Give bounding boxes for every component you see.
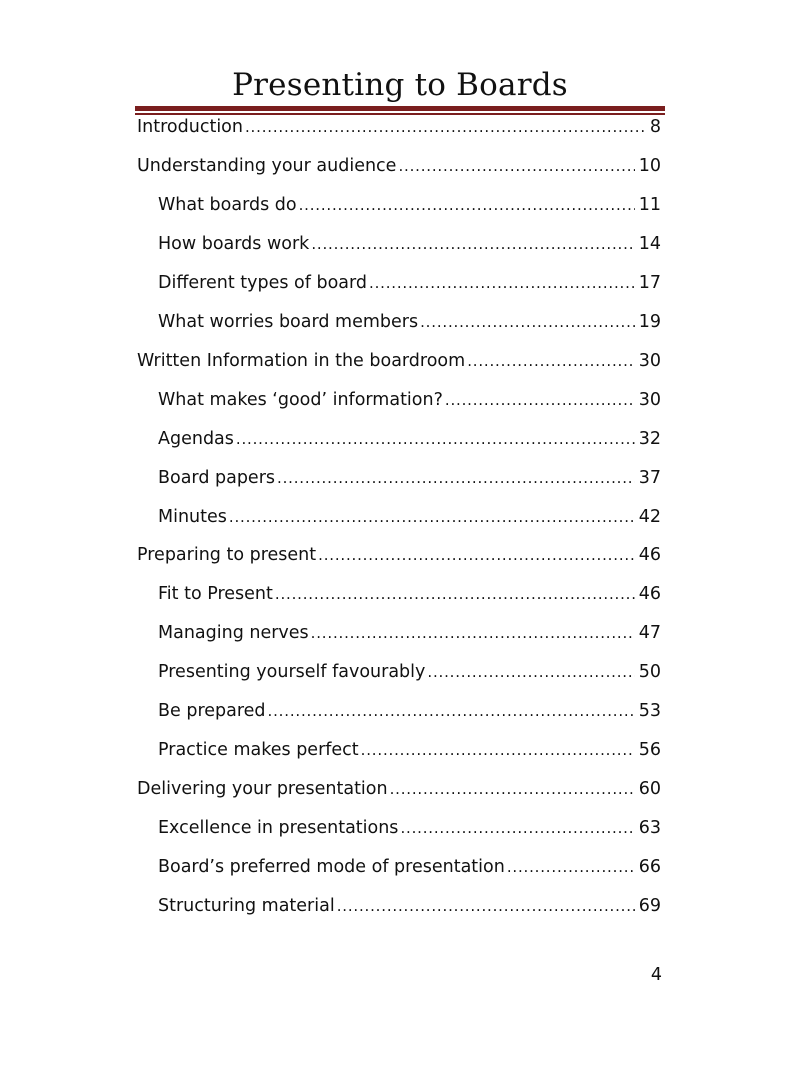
toc-entry-page: 10 [638, 156, 661, 176]
toc-entry-page: 37 [638, 468, 661, 488]
toc-subentry[interactable] [158, 582, 661, 606]
toc-subentry[interactable] [158, 388, 661, 412]
toc-subentry[interactable] [158, 193, 661, 217]
page-title: Presenting to Boards [232, 67, 568, 103]
toc-entry[interactable] [137, 115, 661, 139]
toc-entry-page: 30 [638, 351, 661, 371]
toc-entry-page: 19 [638, 312, 661, 332]
toc-subentry[interactable] [158, 427, 661, 451]
toc-entry-page: 47 [638, 623, 661, 643]
toc-dot-leader [229, 505, 635, 529]
toc-entry-label: How boards work [158, 234, 310, 254]
toc-entry-label: Different types of board [158, 273, 367, 293]
toc-entry-label: What worries board members [158, 312, 419, 332]
toc-dot-leader [318, 543, 635, 567]
toc-subentry[interactable] [158, 894, 661, 918]
toc-subentry[interactable] [158, 855, 661, 879]
toc-dot-leader [445, 388, 635, 412]
toc-subentry[interactable] [158, 271, 661, 295]
toc-entry-label: What boards do [158, 195, 297, 215]
toc-dot-leader [398, 154, 634, 178]
toc-subentry[interactable] [158, 505, 661, 529]
toc-entry[interactable] [137, 543, 661, 567]
toc-subentry[interactable] [158, 738, 661, 762]
toc-dot-leader [311, 621, 635, 645]
toc-entry-page: 63 [638, 818, 661, 838]
toc-entry-page: 17 [638, 273, 661, 293]
toc-entry-label: Managing nerves [158, 623, 309, 643]
toc-entry-page: 8 [649, 117, 661, 137]
toc-entry-label: Written Information in the boardroom [137, 351, 466, 371]
toc-dot-leader [467, 349, 635, 373]
toc-subentry[interactable] [158, 660, 661, 684]
toc-entry-page: 11 [638, 195, 661, 215]
toc-entry-label: Introduction [137, 117, 243, 137]
toc-entry-label: Presenting yourself favourably [158, 662, 426, 682]
toc-entry-label: Preparing to present [137, 545, 317, 565]
toc-dot-leader [275, 582, 635, 606]
toc-entry-label: Be prepared [158, 701, 266, 721]
toc-entry-page: 53 [638, 701, 661, 721]
toc-entry-label: Structuring material [158, 896, 335, 916]
toc-entry-page: 46 [638, 545, 661, 565]
toc-dot-leader [337, 894, 635, 918]
toc-dot-leader [369, 271, 635, 295]
toc-entry-label: Excellence in presentations [158, 818, 399, 838]
toc-entry-label: Practice makes perfect [158, 740, 359, 760]
toc-entry[interactable] [137, 777, 661, 801]
toc-entry-page: 50 [638, 662, 661, 682]
toc-entry-label: Understanding your audience [137, 156, 397, 176]
page-number: 4 [650, 965, 662, 985]
toc-dot-leader [311, 232, 634, 256]
toc-entry-label: Agendas [158, 429, 234, 449]
toc-subentry[interactable] [158, 699, 661, 723]
toc-entry-label: What makes ‘good’ information? [158, 390, 443, 410]
toc-dot-leader [268, 699, 635, 723]
toc-entry-label: Board papers [158, 468, 276, 488]
toc-entry-page: 66 [638, 857, 661, 877]
toc-dot-leader [361, 738, 635, 762]
toc-entry-page: 69 [638, 896, 661, 916]
toc-entry[interactable] [137, 154, 661, 178]
toc-dot-leader [245, 115, 646, 139]
toc-dot-leader [427, 660, 634, 684]
toc-subentry[interactable] [158, 310, 661, 334]
toc-dot-leader [236, 427, 635, 451]
toc-entry-page: 30 [638, 390, 661, 410]
toc-subentry[interactable] [158, 621, 661, 645]
toc-entry-label: Fit to Present [158, 584, 273, 604]
toc-subentry[interactable] [158, 232, 661, 256]
toc-dot-leader [390, 777, 635, 801]
toc-entry-page: 46 [638, 584, 661, 604]
toc-entry-label: Minutes [158, 507, 227, 527]
toc-entry-page: 60 [638, 779, 661, 799]
toc-entry-page: 42 [638, 507, 661, 527]
toc-dot-leader [420, 310, 635, 334]
toc-entry-label: Delivering your presentation [137, 779, 388, 799]
toc-entry-page: 56 [638, 740, 661, 760]
toc-entry-page: 14 [638, 234, 661, 254]
toc-dot-leader [299, 193, 635, 217]
toc-dot-leader [507, 855, 635, 879]
toc-entry-page: 32 [638, 429, 661, 449]
toc-dot-leader [277, 466, 635, 490]
toc-dot-leader [400, 816, 634, 840]
toc-entry[interactable] [137, 349, 661, 373]
toc-subentry[interactable] [158, 466, 661, 490]
toc-subentry[interactable] [158, 816, 661, 840]
toc-entry-label: Board’s preferred mode of presentation [158, 857, 505, 877]
